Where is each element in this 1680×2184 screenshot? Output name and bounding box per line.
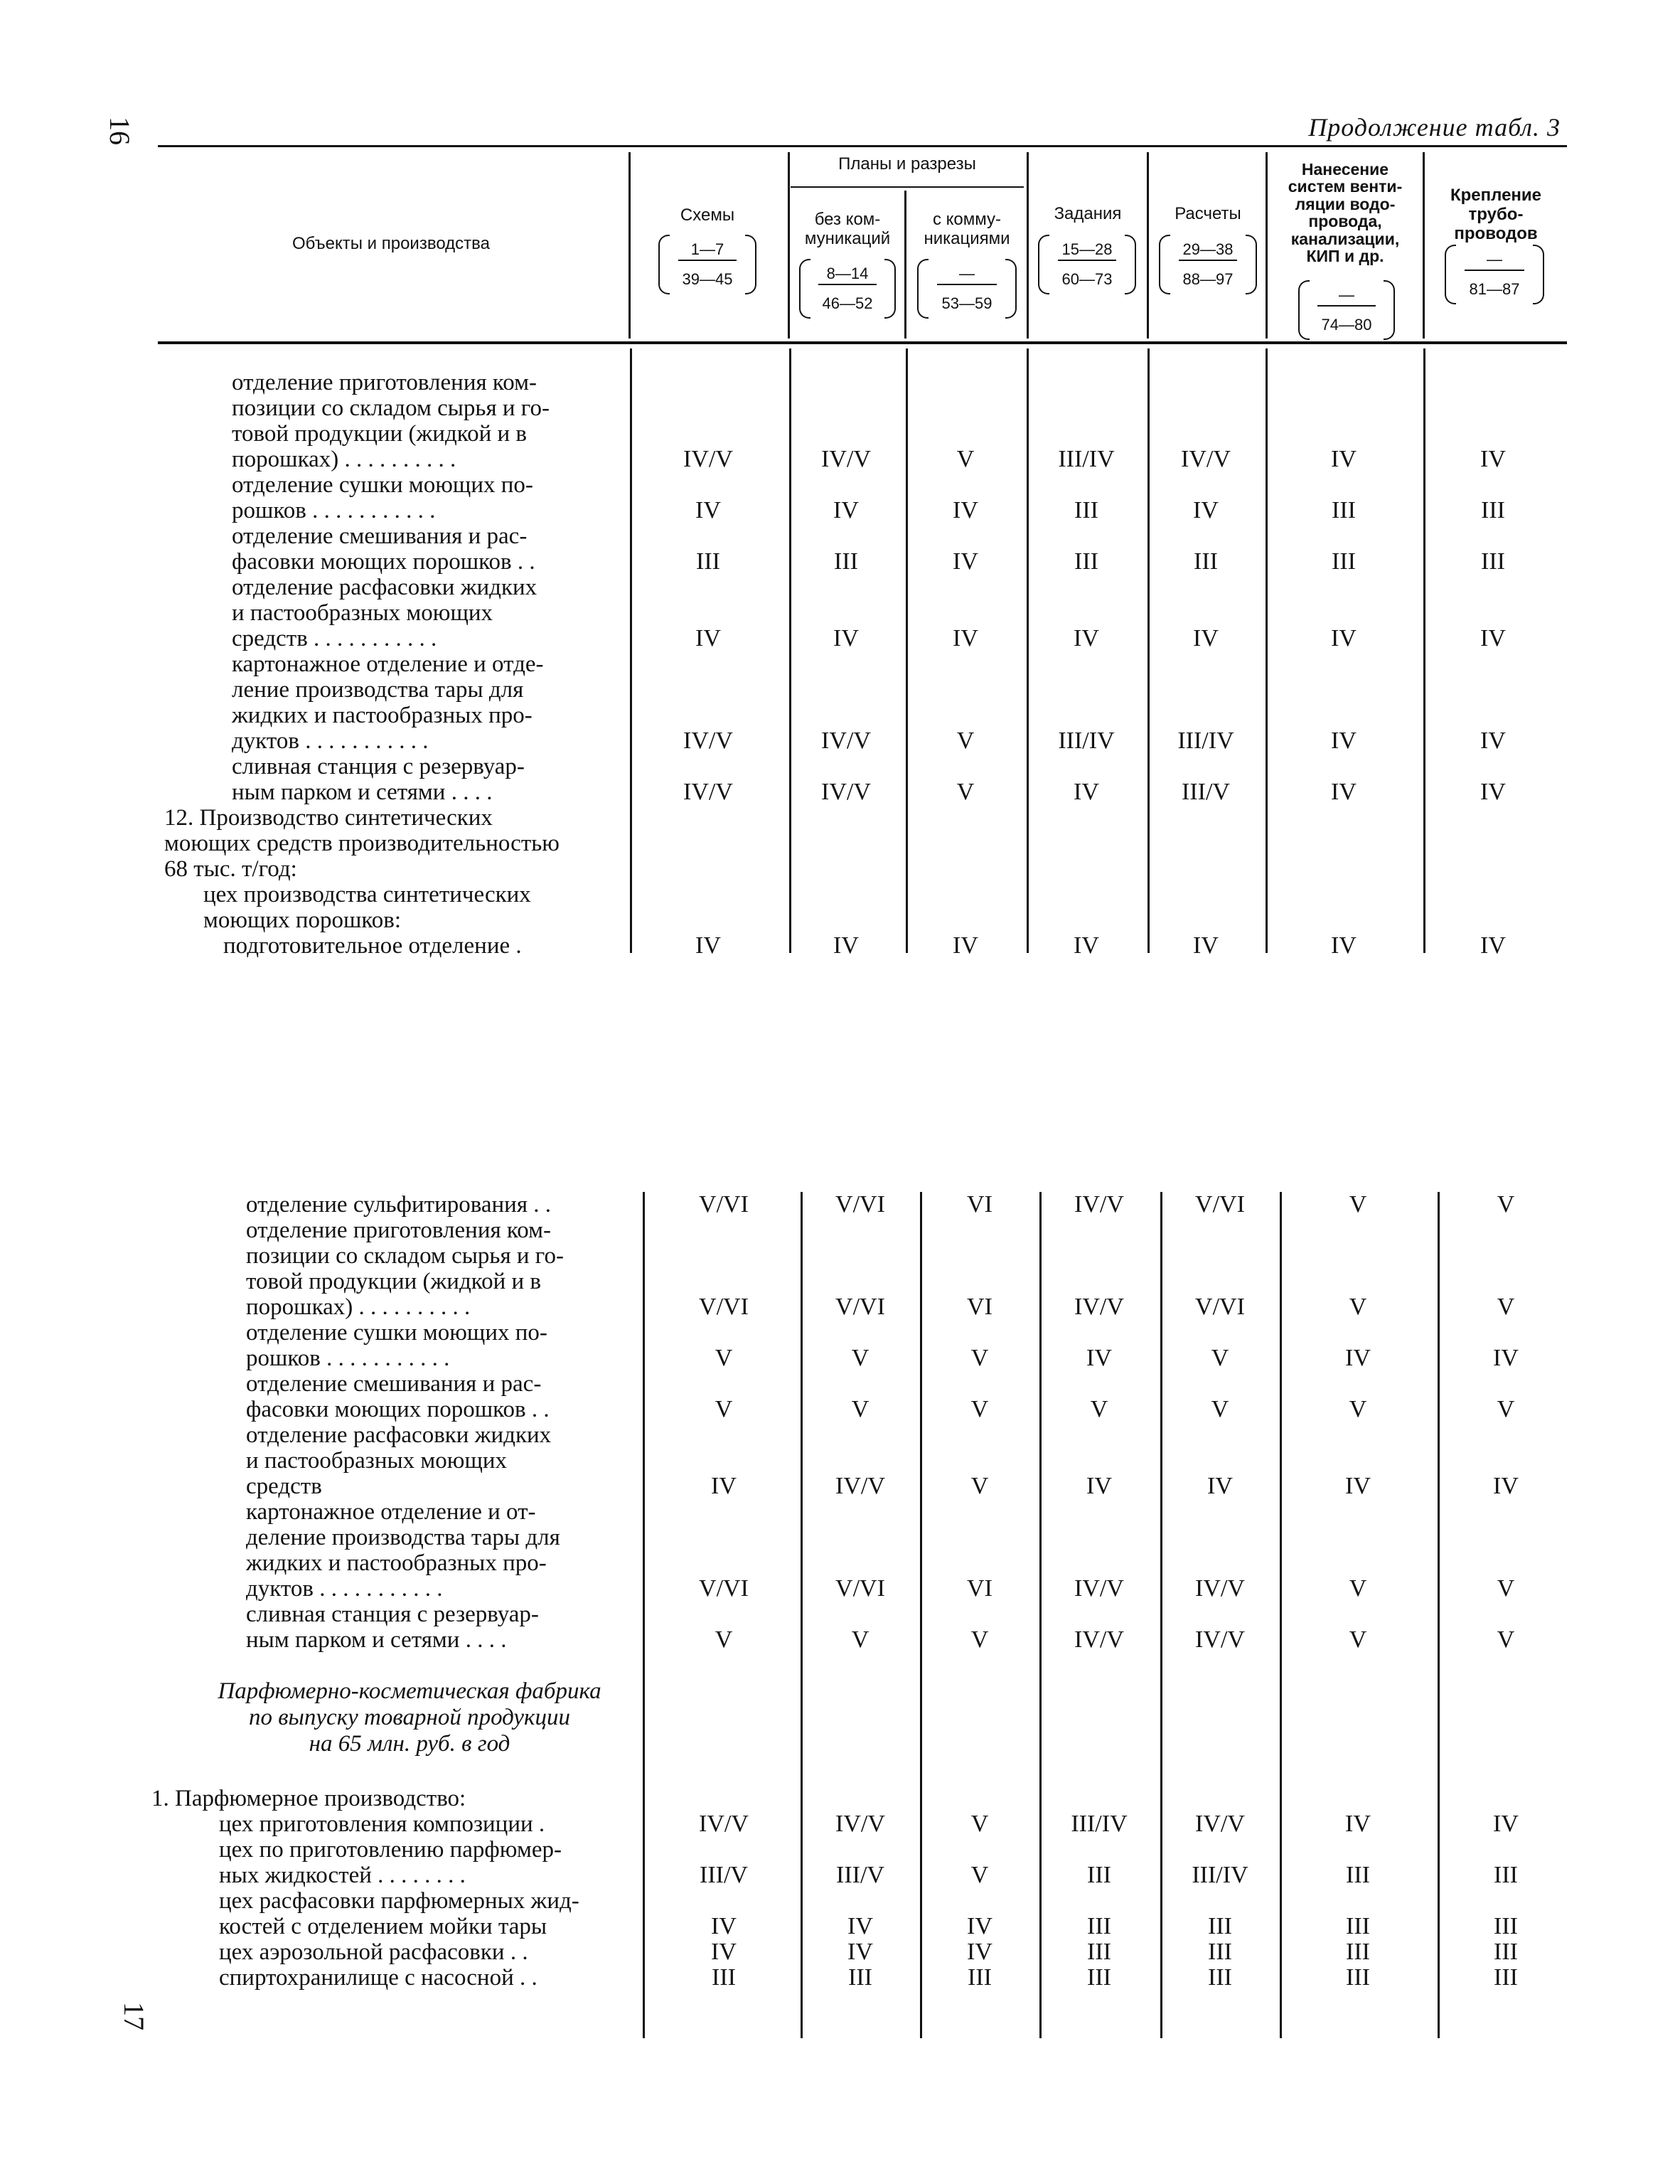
row-label-line: 1. Парфюмерное производство: [151, 1786, 466, 1811]
table-cell: IV [1086, 1473, 1112, 1499]
table-cell: III/IV [1058, 728, 1115, 754]
header-plans-with: с комму- никациями [924, 210, 1010, 248]
row-label-line: спиртохранилище с насосной . . [219, 1965, 537, 1991]
table-cell: V [970, 1862, 989, 1888]
table-cell: IV [967, 1939, 993, 1965]
header-top-rule [158, 145, 1567, 147]
table-cell: IV [1331, 728, 1357, 754]
table-cell: IV [847, 1913, 873, 1939]
table-cell: V [715, 1345, 733, 1371]
table-cell: III [968, 1964, 992, 1991]
section-title-line: по выпуску товарной продукции [248, 1705, 570, 1730]
row-label-line: ным парком и сетями . . . . [232, 779, 493, 805]
table-cell: IV/V [1074, 1294, 1124, 1320]
table-cell: III [1208, 1939, 1232, 1965]
row-label-line: отделение расфасовки жидких [246, 1422, 552, 1448]
table-cell: V [1497, 1191, 1515, 1218]
row-label-line: товой продукции (жидкой и в [246, 1269, 542, 1294]
table-cell: IV [1331, 625, 1357, 651]
header-plans-without-sheets: 8—14 46—52 [799, 259, 896, 316]
table-cell: IV [1493, 1345, 1519, 1371]
table-cell: IV/V [821, 779, 871, 805]
table-cell: V [1349, 1191, 1367, 1218]
table-cell: V [1497, 1294, 1515, 1320]
row-label-line: порошках) . . . . . . . . . . [246, 1294, 471, 1320]
table-cell: V/VI [1195, 1294, 1245, 1320]
table-cell: V/VI [699, 1575, 749, 1602]
header-plans: Планы и разрезы [838, 154, 976, 174]
table-cell: IV/V [1074, 1626, 1124, 1653]
row-label-line: отделение сушки моющих по- [246, 1320, 547, 1346]
table-cell: V [715, 1626, 733, 1653]
header-objects: Объекты и производства [292, 234, 490, 253]
table-cell: V [970, 1473, 989, 1499]
table-cell: IV [1331, 932, 1357, 959]
table-cell: III [1074, 548, 1098, 575]
row-label-line: отделение приготовления ком- [232, 370, 537, 395]
row-label-line: позиции со складом сырья и го- [232, 395, 550, 421]
table-cell: III/V [700, 1862, 748, 1888]
table-cell: IV [1331, 446, 1357, 472]
table-cell: IV/V [1195, 1575, 1245, 1602]
table-cell: IV [1074, 779, 1099, 805]
table-cell: IV [1480, 446, 1506, 472]
row-label-line: средств . . . . . . . . . . . [232, 626, 437, 651]
page-number-top: 16 [104, 117, 136, 145]
table-cell: III/IV [1192, 1862, 1248, 1888]
table-cell: IV [695, 932, 721, 959]
page-number-bottom: 17 [118, 2002, 150, 2030]
header-tasks-sheets: 15—28 60—73 [1038, 235, 1136, 292]
header-tasks: Задания [1054, 204, 1122, 223]
header-fastening-sheets: — 81—87 [1445, 245, 1544, 302]
section-title-line: на 65 млн. руб. в год [309, 1731, 510, 1757]
table-cell: III [1208, 1913, 1232, 1939]
table-cell: IV [1331, 779, 1357, 805]
table-cell: III [1346, 1862, 1370, 1888]
row-label-line: 68 тыс. т/год: [164, 856, 297, 882]
table-cell: IV [833, 625, 859, 651]
table-cell: III [848, 1964, 872, 1991]
row-label-line: цех приготовления композиции . [219, 1811, 545, 1837]
table-cell: V [1349, 1626, 1367, 1653]
table-cell: IV [1207, 1473, 1233, 1499]
row-label-line: отделение смешивания и рас- [246, 1371, 542, 1397]
row-label-line: сливная станция с резервуар- [246, 1602, 539, 1627]
table-cell: IV [711, 1939, 737, 1965]
table-cell: V [1497, 1396, 1515, 1422]
row-label-line: порошках) . . . . . . . . . . [232, 447, 456, 472]
table-cell: III [1481, 548, 1505, 575]
table-cell: VI [967, 1191, 993, 1218]
table-cell: III/IV [1071, 1811, 1128, 1837]
table-cell: IV/V [821, 728, 871, 754]
body-col-divider [630, 348, 632, 953]
header-schemes: Схемы [680, 206, 735, 225]
row-label-line: цех расфасовки парфюмерных жид- [219, 1888, 579, 1914]
table-cell: III [1332, 497, 1356, 523]
row-label-line: 12. Производство синтетических [164, 805, 493, 831]
row-label-line: ным парком и сетями . . . . [246, 1627, 507, 1653]
table-cell: III/V [1182, 779, 1230, 805]
table-cell: IV/V [1181, 446, 1231, 472]
table-cell: IV/V [1195, 1626, 1245, 1653]
header-col-divider [904, 191, 906, 339]
table-cell: III/IV [1177, 728, 1234, 754]
table-cell: III [1494, 1913, 1518, 1939]
table-cell: V [851, 1345, 870, 1371]
header-col-divider [788, 152, 790, 339]
row-label-line: отделение расфасовки жидких [232, 575, 537, 600]
table-cell: V [1349, 1396, 1367, 1422]
table-cell: IV [1480, 625, 1506, 651]
table-cell: V [1349, 1575, 1367, 1602]
table-cell: V [956, 779, 975, 805]
row-label-line: жидких и пастообразных про- [246, 1550, 547, 1576]
header-fastening: Крепление трубо- проводов [1450, 186, 1542, 243]
table-cell: IV [695, 625, 721, 651]
table-cell: IV [1480, 728, 1506, 754]
table-cell: III/V [836, 1862, 884, 1888]
row-label-line: моющих порошков: [203, 907, 402, 933]
row-label-line: цех производства синтетических [203, 882, 531, 907]
table-cell: V/VI [699, 1294, 749, 1320]
row-label-line: ление производства тары для [232, 677, 524, 703]
table-cell: IV [1493, 1473, 1519, 1499]
table-cell: V [970, 1811, 989, 1837]
table-cell: IV/V [1195, 1811, 1245, 1837]
row-label-line: товой продукции (жидкой и в [232, 421, 528, 447]
table-cell: IV [1345, 1345, 1371, 1371]
table-cell: III [1332, 548, 1356, 575]
table-cell: IV [1493, 1811, 1519, 1837]
table-cell: IV [1086, 1345, 1112, 1371]
table-cell: IV [711, 1473, 737, 1499]
plans-group-rule [791, 186, 1024, 188]
table-cell: IV [833, 497, 859, 523]
table-cell: III [1087, 1862, 1111, 1888]
row-label-line: жидких и пастообразных про- [232, 703, 533, 728]
row-label-line: картонажное отделение и отде- [232, 651, 544, 677]
row-label-line: отделение сушки моющих по- [232, 472, 533, 498]
table-cell: IV [1480, 932, 1506, 959]
row-label-line: отделение сульфитирования . . [246, 1192, 552, 1218]
table-cell: IV [711, 1913, 737, 1939]
table-cell: VI [967, 1294, 993, 1320]
table-cell: IV [1193, 497, 1219, 523]
row-label-line: цех по приготовлению парфюмер- [219, 1837, 562, 1863]
table-cell: III [1087, 1939, 1111, 1965]
table-cell: IV [1480, 779, 1506, 805]
table-cell: IV [967, 1913, 993, 1939]
table-cell: III [1194, 548, 1218, 575]
table-cell: V/VI [835, 1191, 885, 1218]
header-col-divider [1423, 152, 1425, 339]
table-cell: III [1346, 1939, 1370, 1965]
table-cell: IV/V [683, 779, 733, 805]
header-col-divider [628, 152, 631, 339]
table-cell: III [1494, 1939, 1518, 1965]
row-label-line: и пастообразных моющих [232, 600, 493, 626]
table-cell: V/VI [835, 1294, 885, 1320]
table-cell: IV [953, 932, 978, 959]
table-cell: V [1090, 1396, 1108, 1422]
body-col-divider [1438, 1192, 1440, 2038]
row-label-line: отделение смешивания и рас- [232, 523, 528, 549]
table-cell: IV [833, 932, 859, 959]
header-calcs: Расчеты [1175, 204, 1241, 223]
row-label-line: ных жидкостей . . . . . . . . [219, 1863, 466, 1888]
header-schemes-sheets: 1—7 39—45 [658, 235, 756, 292]
header-plans-without: без ком- муникаций [804, 210, 891, 248]
row-label-line: средств [246, 1474, 322, 1499]
table-cell: III [712, 1964, 736, 1991]
body-col-divider [643, 1192, 645, 2038]
table-continuation-title: Продолжение табл. 3 [1308, 113, 1561, 142]
row-label-line: дуктов . . . . . . . . . . . [232, 728, 429, 754]
header-systems: Нанесение систем венти- ляции водо- провода, канализации, КИП и др. [1288, 160, 1403, 265]
table-cell: III/IV [1058, 446, 1115, 472]
table-cell: IV [953, 548, 978, 575]
table-cell: III [696, 548, 720, 575]
table-cell: III [1494, 1964, 1518, 1991]
section-title-line: Парфюмерно-косметическая фабрика [218, 1678, 601, 1704]
row-label-line: подготовительное отделение . [223, 933, 522, 959]
table-cell: V [956, 728, 975, 754]
table-cell: IV/V [1074, 1191, 1124, 1218]
row-label-line: отделение приготовления ком- [246, 1218, 552, 1243]
table-cell: IV/V [1074, 1575, 1124, 1602]
table-cell: IV/V [835, 1473, 885, 1499]
row-label-line: и пастообразных моющих [246, 1448, 508, 1474]
header-calcs-sheets: 29—38 88—97 [1159, 235, 1257, 292]
table-cell: III [1494, 1862, 1518, 1888]
table-cell: IV/V [699, 1811, 749, 1837]
table-cell: III [1208, 1964, 1232, 1991]
row-label-line: картонажное отделение и от- [246, 1499, 536, 1525]
table-cell: V [970, 1345, 989, 1371]
table-cell: V [1211, 1396, 1229, 1422]
header-col-divider [1027, 152, 1029, 339]
row-label-line: цех аэрозольной расфасовки . . [219, 1939, 528, 1965]
table-cell: V/VI [1195, 1191, 1245, 1218]
table-cell: IV [953, 625, 978, 651]
table-cell: IV [1074, 625, 1099, 651]
table-cell: IV/V [683, 446, 733, 472]
table-cell: V/VI [835, 1575, 885, 1602]
row-label-line: рошков . . . . . . . . . . . [246, 1346, 450, 1371]
table-cell: V [970, 1626, 989, 1653]
row-label-line: фасовки моющих порошков . . [246, 1397, 550, 1422]
table-cell: IV [1193, 625, 1219, 651]
row-label-line: костей с отделением мойки тары [219, 1914, 547, 1939]
table-cell: IV [695, 497, 721, 523]
table-cell: IV [1193, 932, 1219, 959]
row-label-line: дуктов . . . . . . . . . . . [246, 1576, 443, 1602]
header-col-divider [1147, 152, 1149, 339]
table-cell: IV/V [821, 446, 871, 472]
table-cell: VI [967, 1575, 993, 1602]
table-cell: III [1074, 497, 1098, 523]
header-systems-sheets: — 74—80 [1298, 280, 1395, 337]
table-cell: III [834, 548, 858, 575]
table-cell: IV [1345, 1473, 1371, 1499]
table-cell: III [1346, 1964, 1370, 1991]
table-cell: IV/V [683, 728, 733, 754]
table-cell: III [1481, 497, 1505, 523]
header-col-divider [1266, 152, 1268, 339]
row-label-line: позиции со складом сырья и го- [246, 1243, 564, 1269]
row-label-line: моющих средств производительностью [164, 831, 560, 856]
table-cell: V [1211, 1345, 1229, 1371]
row-label-line: деление производства тары для [246, 1525, 560, 1550]
table-cell: V [1497, 1575, 1515, 1602]
row-label-line: фасовки моющих порошков . . [232, 549, 535, 575]
table-cell: V/VI [699, 1191, 749, 1218]
body-col-divider [1423, 348, 1425, 953]
table-cell: V [1349, 1294, 1367, 1320]
table-cell: III [1087, 1913, 1111, 1939]
table-cell: IV [1074, 932, 1099, 959]
table-cell: V [1497, 1626, 1515, 1653]
table-cell: III [1346, 1913, 1370, 1939]
table-cell: IV [953, 497, 978, 523]
header-bottom-rule [158, 341, 1567, 344]
row-label-line: рошков . . . . . . . . . . . [232, 498, 436, 523]
table-cell: III [1087, 1964, 1111, 1991]
table-cell: V [851, 1626, 870, 1653]
table-cell: V [851, 1396, 870, 1422]
header-plans-with-sheets: — 53—59 [917, 259, 1017, 316]
table-cell: IV/V [835, 1811, 885, 1837]
table-cell: V [956, 446, 975, 472]
table-cell: IV [1345, 1811, 1371, 1837]
table-cell: IV [847, 1939, 873, 1965]
row-label-line: сливная станция с резервуар- [232, 754, 525, 779]
table-cell: V [970, 1396, 989, 1422]
table-cell: V [715, 1396, 733, 1422]
